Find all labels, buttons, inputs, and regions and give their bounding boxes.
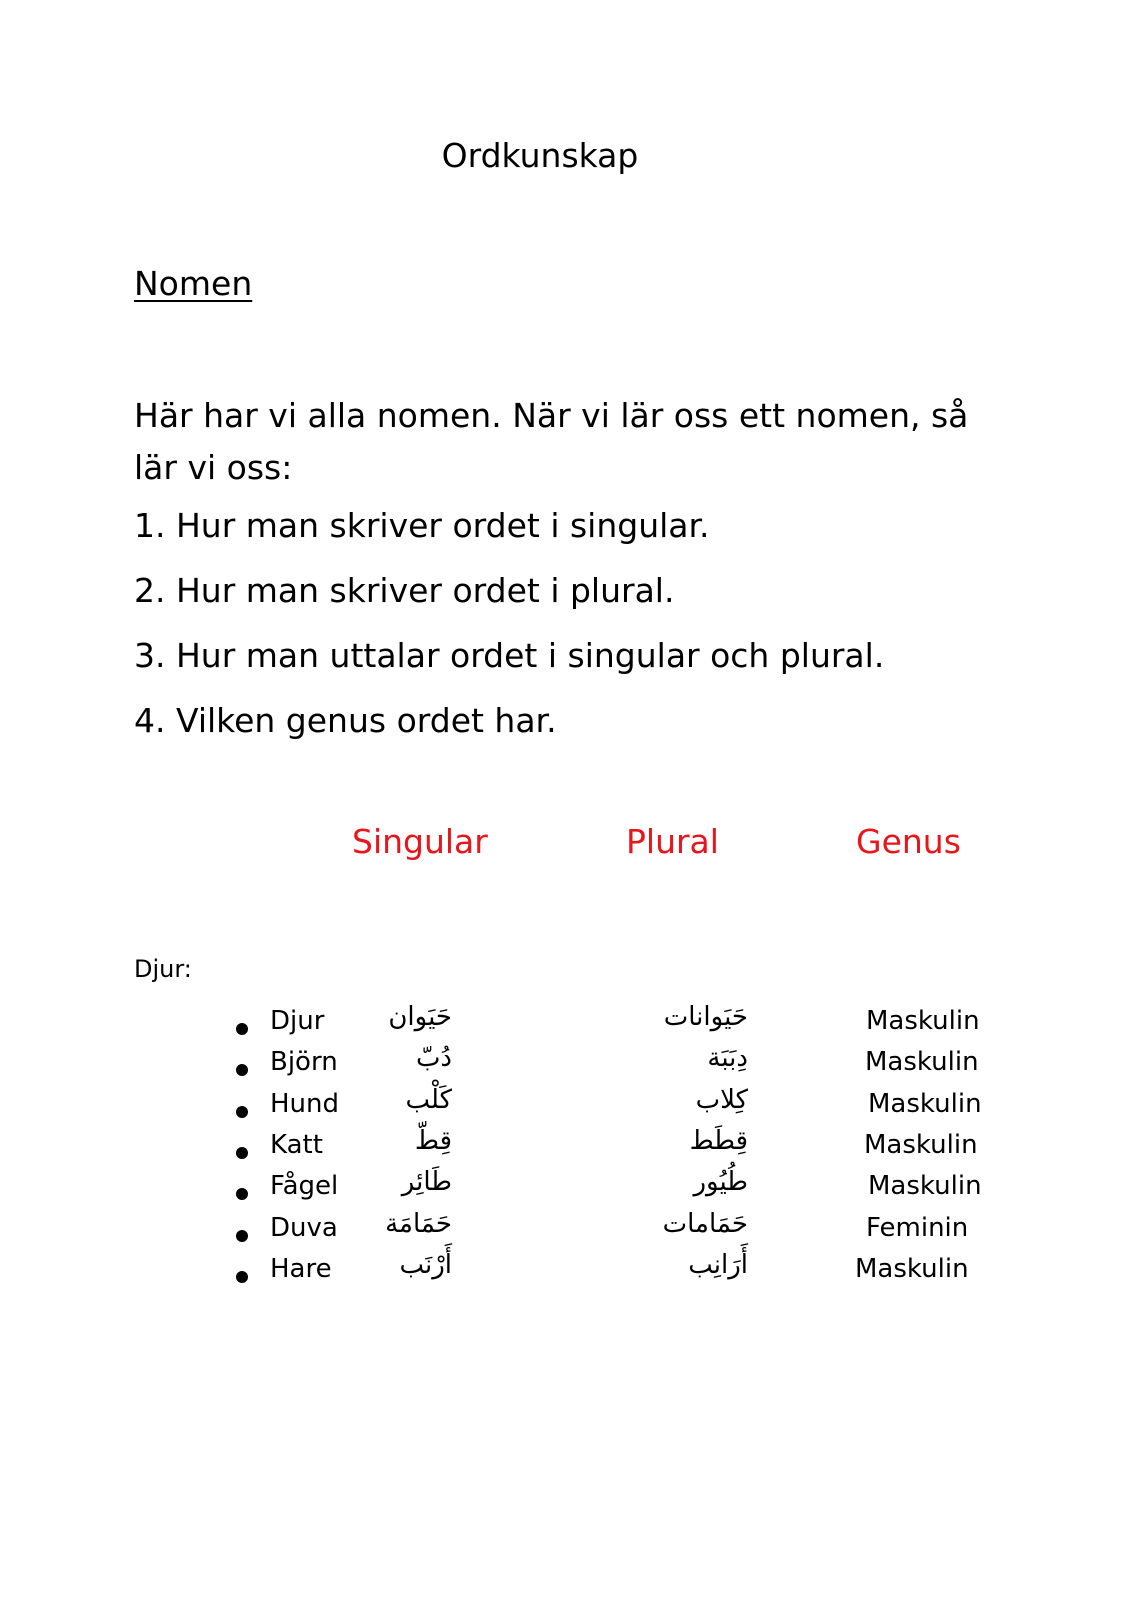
bullet-icon (236, 1106, 248, 1118)
word-genus: Maskulin (866, 1006, 980, 1036)
word-arabic-singular: طَائِر (401, 1167, 452, 1198)
category-label: Djur: (134, 955, 192, 983)
learning-point: 3. Hur man uttalar ordet i singular och plural. (134, 636, 885, 675)
word-swedish: Hare (270, 1253, 332, 1284)
learning-point: 4. Vilken genus ordet har. (134, 701, 557, 740)
word-genus: Maskulin (855, 1253, 969, 1284)
word-swedish: Fågel (270, 1171, 339, 1202)
word-arabic-plural: دِبَبَة (707, 1043, 748, 1074)
intro-paragraph: Här har vi alla nomen. När vi lär oss ett nomen, så lär vi oss: (134, 396, 969, 487)
word-arabic-plural: قِطَط (689, 1125, 748, 1156)
bullet-icon (236, 1064, 248, 1076)
bullet-icon (236, 1188, 248, 1200)
word-arabic-singular: حَيَوان (388, 1002, 452, 1032)
word-arabic-plural: حَيَوانات (663, 1002, 748, 1032)
column-header-plural: Plural (626, 822, 719, 861)
word-arabic-plural: طُيُور (693, 1167, 748, 1198)
word-arabic-singular: أَرْنَب (399, 1249, 452, 1280)
word-arabic-singular: حَمَامَة (385, 1208, 452, 1239)
word-arabic-plural: أَرَانِب (688, 1249, 748, 1280)
word-arabic-plural: حَمَامات (662, 1208, 748, 1239)
column-header-genus: Genus (856, 822, 961, 861)
word-swedish: Duva (270, 1212, 338, 1243)
word-swedish: Djur (270, 1006, 325, 1036)
word-genus: Maskulin (868, 1088, 982, 1119)
word-swedish: Björn (270, 1047, 338, 1078)
word-genus: Maskulin (868, 1171, 982, 1202)
word-swedish: Katt (270, 1129, 323, 1160)
learning-points (134, 500, 884, 760)
bullet-icon (236, 1271, 248, 1283)
learning-point: 1. Hur man skriver ordet i singular. (134, 506, 710, 545)
word-swedish: Hund (270, 1088, 340, 1119)
section-heading: Nomen (134, 264, 253, 303)
word-genus: Maskulin (864, 1129, 978, 1160)
word-arabic-singular: قِطّ (414, 1125, 452, 1156)
word-genus: Feminin (866, 1212, 969, 1243)
bullet-icon (236, 1147, 248, 1159)
bullet-icon (236, 1230, 248, 1242)
word-arabic-singular: دُبّ (415, 1043, 452, 1074)
word-arabic-plural: كِلاب (695, 1084, 748, 1115)
word-arabic-singular: كَلْب (405, 1084, 452, 1115)
page-title: Ordkunskap (441, 136, 639, 175)
learning-point: 2. Hur man skriver ordet i plural. (134, 571, 675, 610)
word-genus: Maskulin (865, 1047, 979, 1078)
bullet-icon (236, 1023, 248, 1035)
column-header-singular: Singular (352, 822, 488, 861)
